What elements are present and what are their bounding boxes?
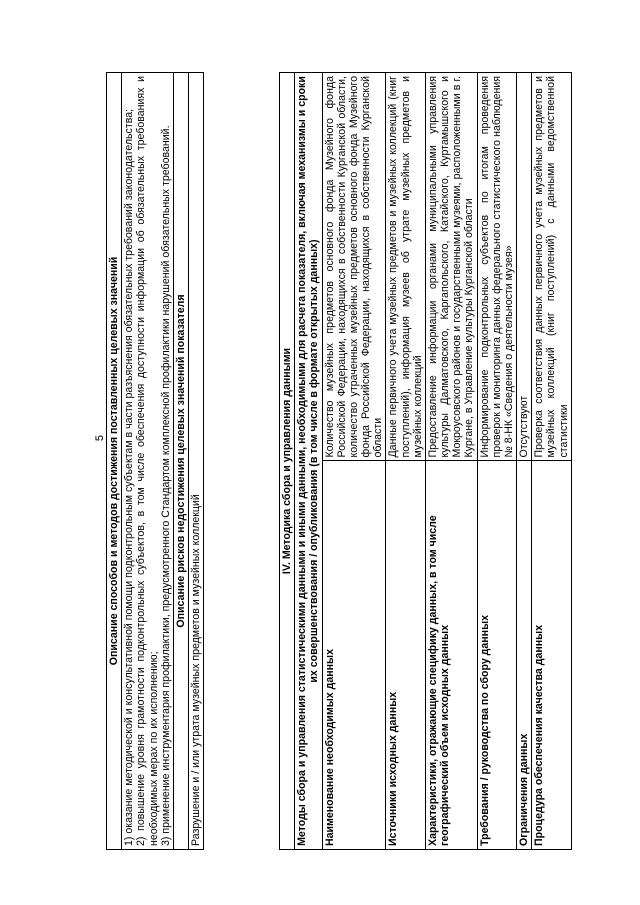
row-label: Источники исходных данных <box>386 461 426 850</box>
methods-header: Описание способов и методов достижения поставленных целевых значений <box>107 73 122 850</box>
table-row <box>386 73 426 850</box>
methods-section <box>279 72 572 850</box>
methods-item: 1) оказание методической и консультативной помощи подконтрольным субъектам в части разъяснения обязательных требований законодательства; <box>123 108 136 846</box>
data-methods-table <box>279 72 572 850</box>
targets-section <box>106 72 204 850</box>
row-value: Отсутствуют <box>517 73 532 462</box>
row-label: Характеристики, отражающие специфику данных, в том числе географический объем исходных данных <box>425 461 477 850</box>
row-label: Процедура обеспечения качества данных <box>532 461 572 850</box>
table-row <box>517 73 532 850</box>
table-row <box>532 73 572 850</box>
row-value: Информирование подконтрольных субъектов по итогам проведения проверок и мониторинга данных федерального статистического наблюдения № 8-НК «Сведения о деятельности музея» <box>477 73 517 462</box>
methods-list <box>122 73 174 850</box>
methods-item: 3) применение инструментария профилактики, предусмотренного Стандартом комплексной профилактики нарушений обязательных требований. <box>159 125 172 846</box>
table-row <box>322 73 386 850</box>
row-label: Наименование необходимых данных <box>322 461 386 850</box>
risks-text: Разрушение и / или утрата музейных предметов и музейных коллекций <box>189 73 204 850</box>
row-value: Предоставление информации органами муниципальными управления культуры Далматовского, Каргапольского, Катайского, Куртамышского и Мокроусовского районов и государственными музеями, расположенными в г. Кургане, в Управление культуры Курганской области <box>425 73 477 462</box>
row-value: Количество музейных предметов основного фонда Музейного фонда Российской Федерации, находящихся в собственности Курганской области, количество утраченных музейных предметов основного фонда Музейного фонда Российской Федерации, находящихся в собственности Курганской области <box>322 73 386 462</box>
row-label: Ограничения данных <box>517 461 532 850</box>
risks-header: Описание рисков недостижения целевых значений показателя <box>173 73 188 850</box>
row-value: Данные первичного учета музейных предметов и музейных коллекций (книг поступлений), информация музеев об утрате музейных предметов и музейных коллекций <box>386 73 426 462</box>
section-title: IV. Методика сбора и управления данными <box>280 73 295 850</box>
targets-table <box>106 72 204 850</box>
table-row <box>477 73 517 850</box>
row-value: Проверка соответствия данных первичного учета музейных предметов и музейных коллекций (книг поступлений) с данными ведомственной статистики <box>532 73 572 462</box>
row-label: Требования / руководства по сбору данных <box>477 461 517 850</box>
methods-item: 2) повышение уровня грамотности подконтрольных субъектов, в том числе обеспечения доступности информации об обязательных требованиях и необходимых мерах по их исполнению; <box>135 76 160 846</box>
table-row <box>425 73 477 850</box>
section-subtitle: Методы сбора и управления статистическими данными и иными данными, необходимыми для расчета показателя, включая механизмы и сроки их совершенствования / опубликования (в том числе в формате открытых данных) <box>295 73 322 850</box>
page-number: 5 <box>94 434 106 442</box>
